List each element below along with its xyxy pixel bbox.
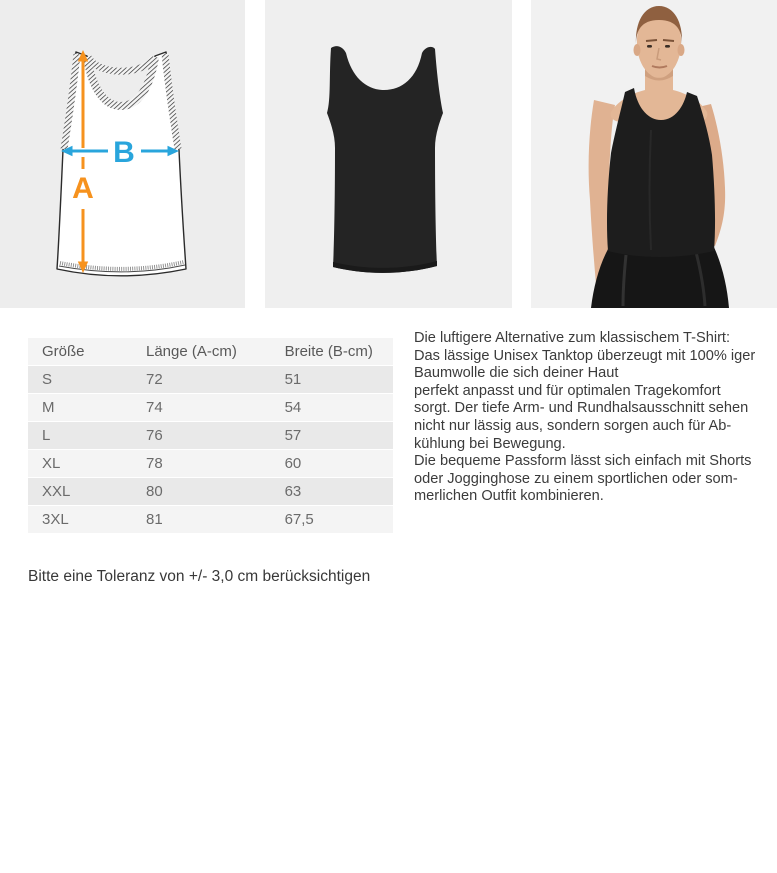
measurement-diagram-image (0, 0, 245, 308)
description-line: Die luftigere Alternative zum klassischem T-Shirt: (414, 330, 731, 346)
header-length: Länge (A-cm) (132, 338, 271, 366)
header-width: Breite (B-cm) (271, 338, 393, 366)
description-line: Die bequeme Passform lässt sich einfach mit Shorts (414, 453, 752, 470)
description-line: Das lässige Unisex Tanktop überzeugt mit 100% iger (414, 347, 756, 364)
tanktop-shape (327, 46, 443, 273)
size-cell: XXL (28, 478, 132, 506)
model-eye-left (647, 45, 652, 48)
size-cell: M (28, 394, 132, 422)
black-tanktop-photo-icon (265, 0, 512, 308)
width-cell: 67,5 (271, 506, 393, 534)
table-row (28, 478, 393, 506)
width-cell: 60 (271, 450, 393, 478)
table-row (28, 394, 393, 422)
model-brow-left (646, 40, 657, 41)
length-cell: 72 (132, 366, 271, 394)
measure-label-b: B (113, 136, 135, 169)
description-line: perfekt anpasst und für optimalen Tragekomfort (414, 382, 721, 399)
size-cell: 3XL (28, 506, 132, 534)
product-image-gallery (0, 0, 777, 308)
product-photo-image (265, 0, 512, 308)
size-cell: XL (28, 450, 132, 478)
model-ear-right (678, 44, 685, 56)
table-row (28, 506, 393, 534)
header-size: Größe (28, 338, 132, 366)
size-cell: S (28, 366, 132, 394)
model-ear-left (634, 44, 641, 56)
length-cell: 74 (132, 394, 271, 422)
length-cell: 81 (132, 506, 271, 534)
length-cell: 80 (132, 478, 271, 506)
tolerance-note: Bitte eine Toleranz von +/- 3,0 cm berücksichtigen (28, 568, 371, 585)
size-table (28, 338, 393, 533)
model-wearing-tanktop-icon (531, 0, 777, 308)
width-cell: 54 (271, 394, 393, 422)
width-cell: 57 (271, 422, 393, 450)
model-eye-right (665, 45, 670, 48)
description-line: sorgt. Der tiefe Arm- und Rundhalsausschnitt sehen (414, 400, 749, 417)
model-brow-right (663, 40, 674, 41)
description-line: Baumwolle die sich deiner Haut (414, 365, 619, 382)
width-cell: 51 (271, 366, 393, 394)
table-row (28, 422, 393, 450)
table-row (28, 366, 393, 394)
description-line: oder Jogginghose zu einem sportlichen oder som- (414, 470, 738, 487)
description-line: kühlung bei Bewegung. (414, 435, 566, 452)
model-photo-image (531, 0, 777, 308)
size-cell: L (28, 422, 132, 450)
width-cell: 63 (271, 478, 393, 506)
size-table-header-row (28, 338, 393, 366)
length-cell: 78 (132, 450, 271, 478)
product-description (414, 330, 772, 506)
description-line: merlichen Outfit kombinieren. (414, 488, 604, 505)
back-neck-ribbing (88, 57, 154, 71)
description-line: nicht nur lässig aus, sondern sorgen auch für Ab- (414, 417, 732, 434)
measure-label-a: A (72, 172, 94, 205)
length-cell: 76 (132, 422, 271, 450)
table-row (28, 450, 393, 478)
tanktop-measurement-diagram-icon (0, 0, 245, 308)
